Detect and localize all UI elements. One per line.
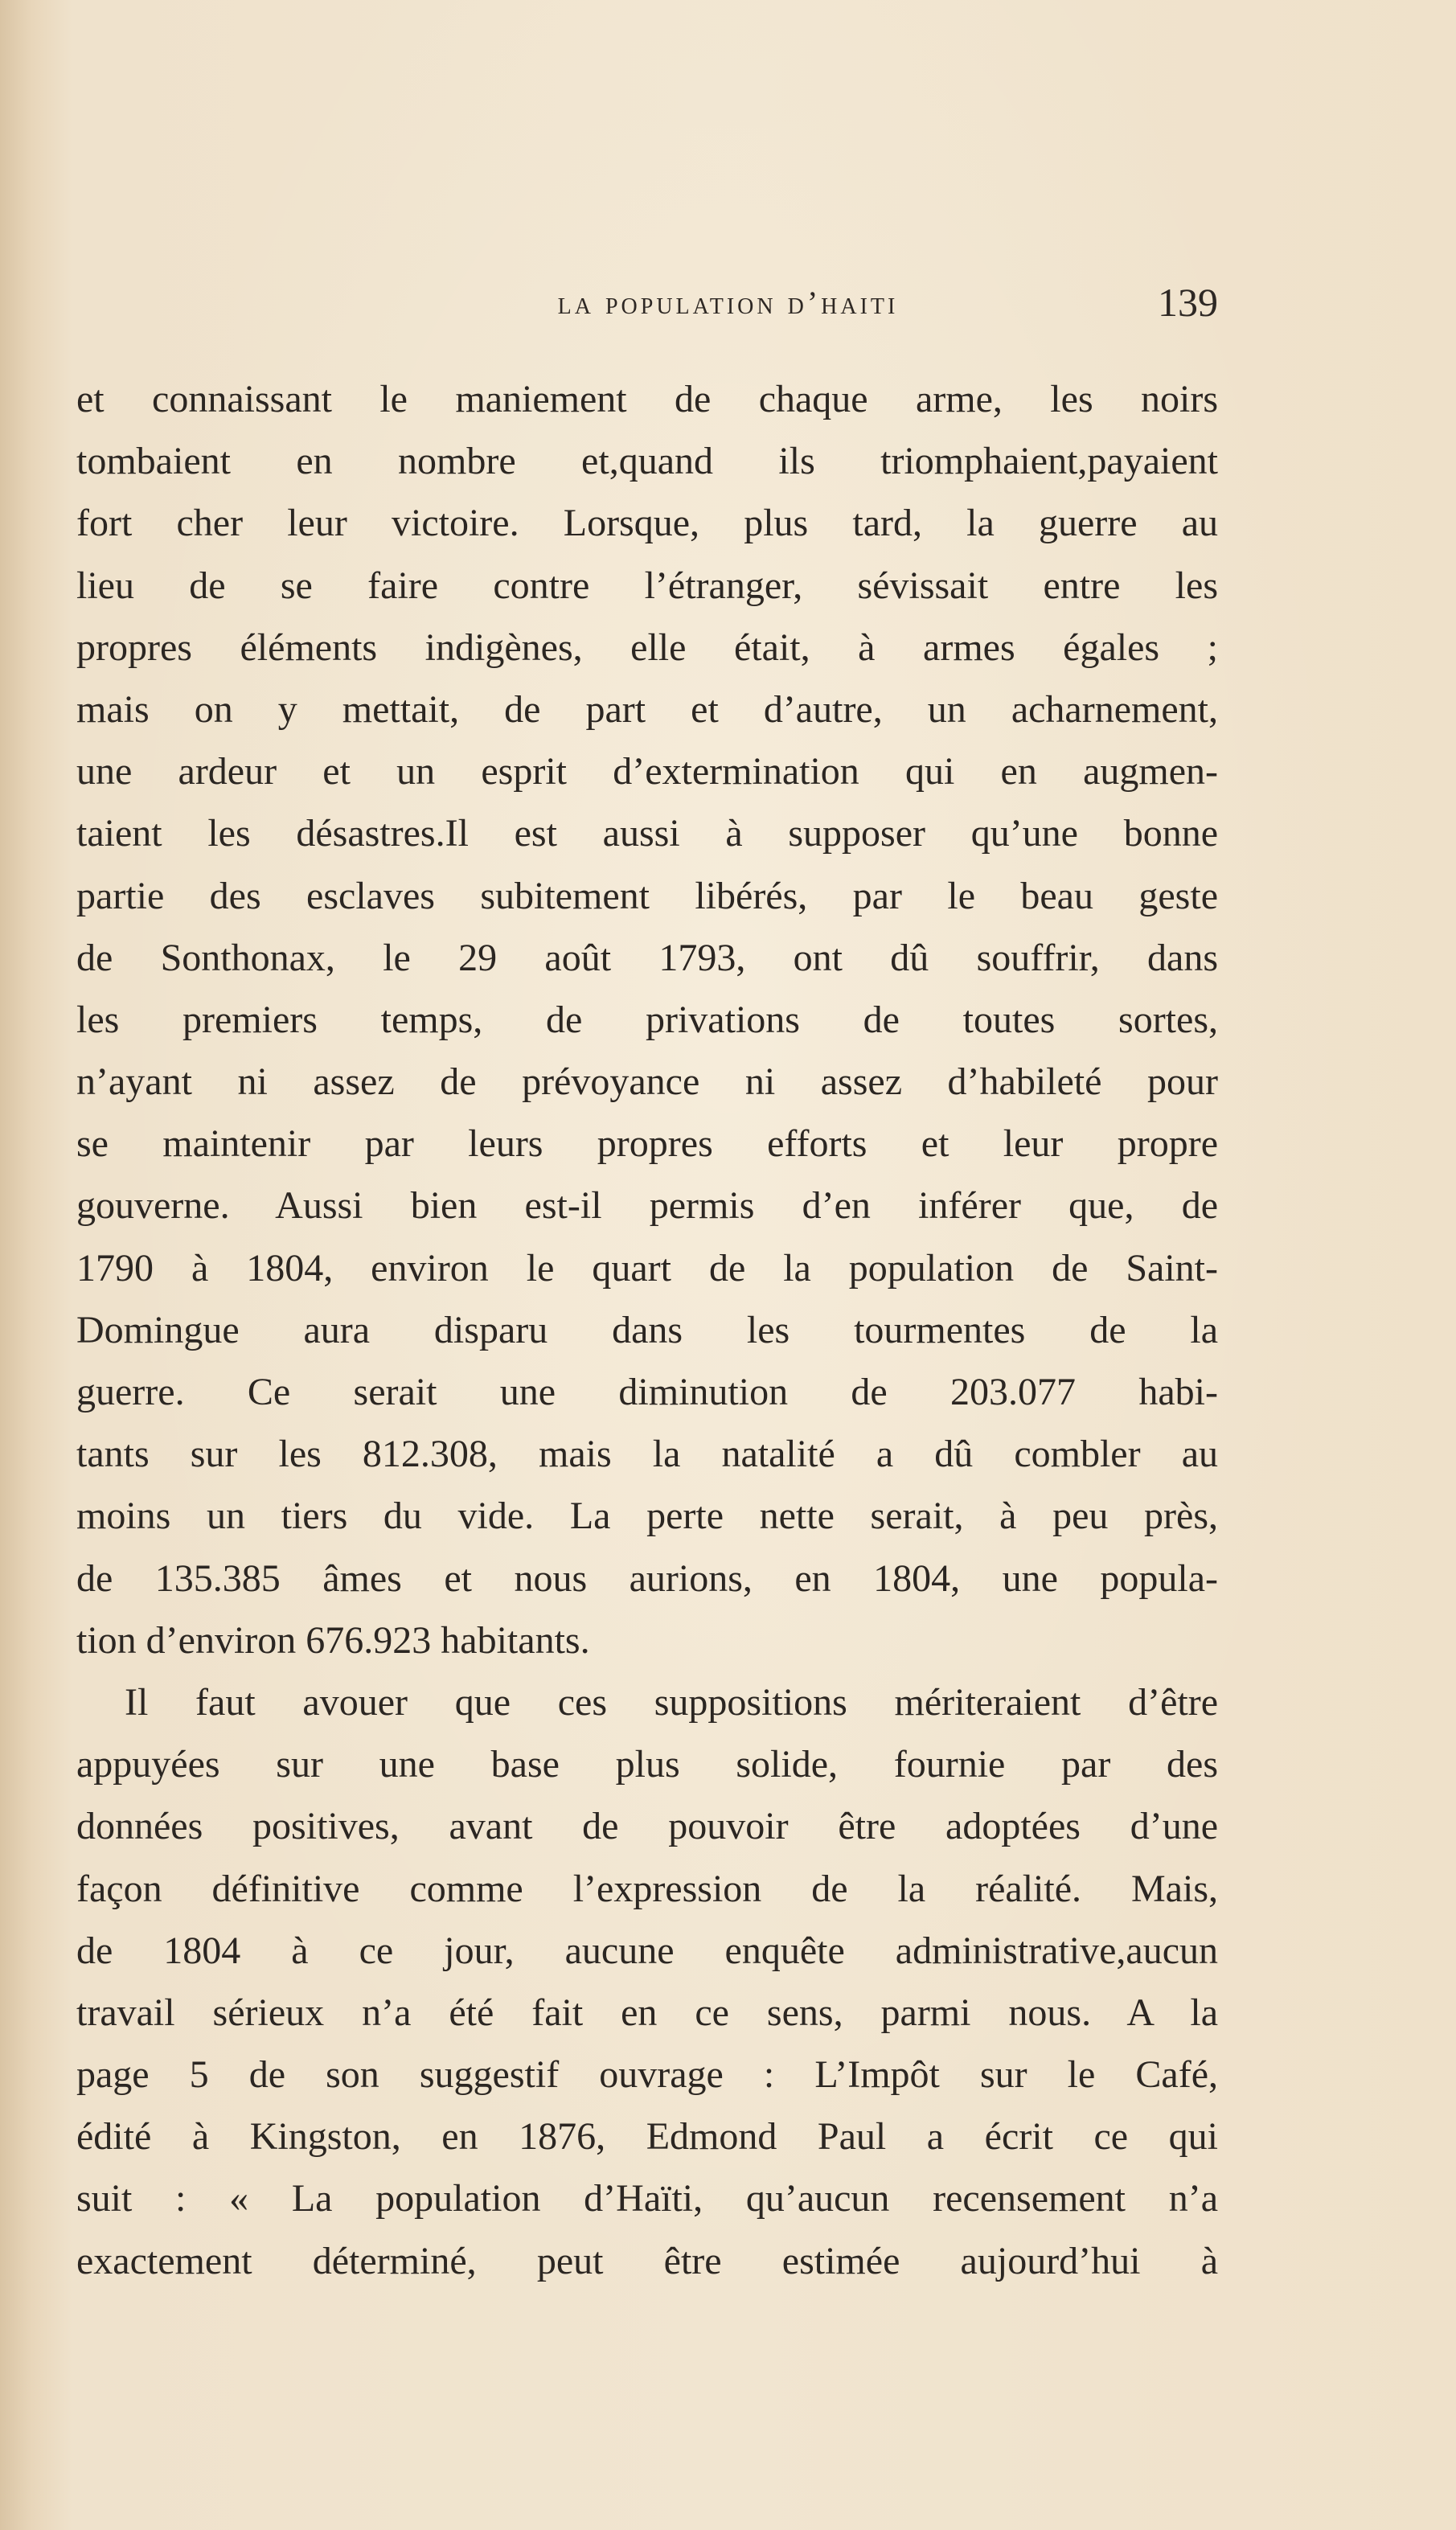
text-line: appuyées sur une base plus solide, fournie par des [76, 1743, 1218, 1786]
text-line: 1790 à 1804, environ le quart de la population de Saint- [76, 1246, 1218, 1290]
text-line: de 1804 à ce jour, aucune enquête administrative,aucun [76, 1929, 1218, 1972]
text-line-paragraph-start: Il faut avouer que ces suppositions mériteraient d’être [125, 1680, 1218, 1724]
page-header [0, 277, 1456, 342]
text-line: tants sur les 812.308, mais la natalité a dû combler au [76, 1433, 1218, 1476]
text-line: suit : « La population d’Haïti, qu’aucun recensement n’a [76, 2177, 1218, 2220]
text-line: partie des esclaves subitement libérés, par le beau geste [76, 874, 1218, 917]
text-line: n’ayant ni assez de prévoyance ni assez d’habileté pour [76, 1060, 1218, 1104]
text-line-paragraph-end: tion d’environ 676.923 habitants. [76, 1618, 590, 1662]
text-line: façon définitive comme l’expression de la réalité. Mais, [76, 1867, 1218, 1910]
running-title: la population d’haiti [557, 285, 899, 321]
text-line: travail sérieux n’a été fait en ce sens, parmi nous. A la [76, 1991, 1218, 2034]
text-line: édité à Kingston, en 1876, Edmond Paul a écrit ce qui [76, 2115, 1218, 2159]
text-line: gouverne. Aussi bien est-il permis d’en inférer que, de [76, 1184, 1218, 1228]
body-text [76, 368, 1218, 2292]
text-line: une ardeur et un esprit d’extermination qui en augmen- [76, 750, 1218, 793]
text-line: guerre. Ce serait une diminution de 203.077 habi- [76, 1371, 1218, 1413]
text-line: lieu de se faire contre l’étranger, sévissait entre les [76, 564, 1218, 607]
text-line: propres éléments indigènes, elle était, à armes égales ; [76, 625, 1218, 669]
text-line: taient les désastres.Il est aussi à supposer qu’une bonne [76, 812, 1218, 855]
text-line: de 135.385 âmes et nous aurions, en 1804, une popula- [76, 1556, 1218, 1600]
page-number: 139 [1158, 280, 1218, 325]
text-line: les premiers temps, de privations de toutes sortes, [76, 998, 1218, 1041]
text-line: moins un tiers du vide. La perte nette serait, à peu près, [76, 1495, 1218, 1538]
text-line: exactement déterminé, peut être estimée aujourd’hui à [76, 2239, 1218, 2282]
text-line: se maintenir par leurs propres efforts et leur propre [76, 1122, 1218, 1166]
text-line: et connaissant le maniement de chaque arme, les noirs [76, 378, 1218, 420]
text-line: mais on y mettait, de part et d’autre, un acharnement, [76, 687, 1218, 731]
text-line: fort cher leur victoire. Lorsque, plus tard, la guerre au [76, 502, 1218, 545]
text-line: de Sonthonax, le 29 août 1793, ont dû souffrir, dans [76, 936, 1218, 979]
text-line: données positives, avant de pouvoir être adoptées d’une [76, 1805, 1218, 1848]
text-line: tombaient en nombre et,quand ils triomphaient,payaient [76, 440, 1218, 483]
text-line: Domingue aura disparu dans les tourmentes de la [76, 1308, 1218, 1351]
text-line: page 5 de son suggestif ouvrage : L’Impôt sur le Café, [76, 2053, 1218, 2097]
